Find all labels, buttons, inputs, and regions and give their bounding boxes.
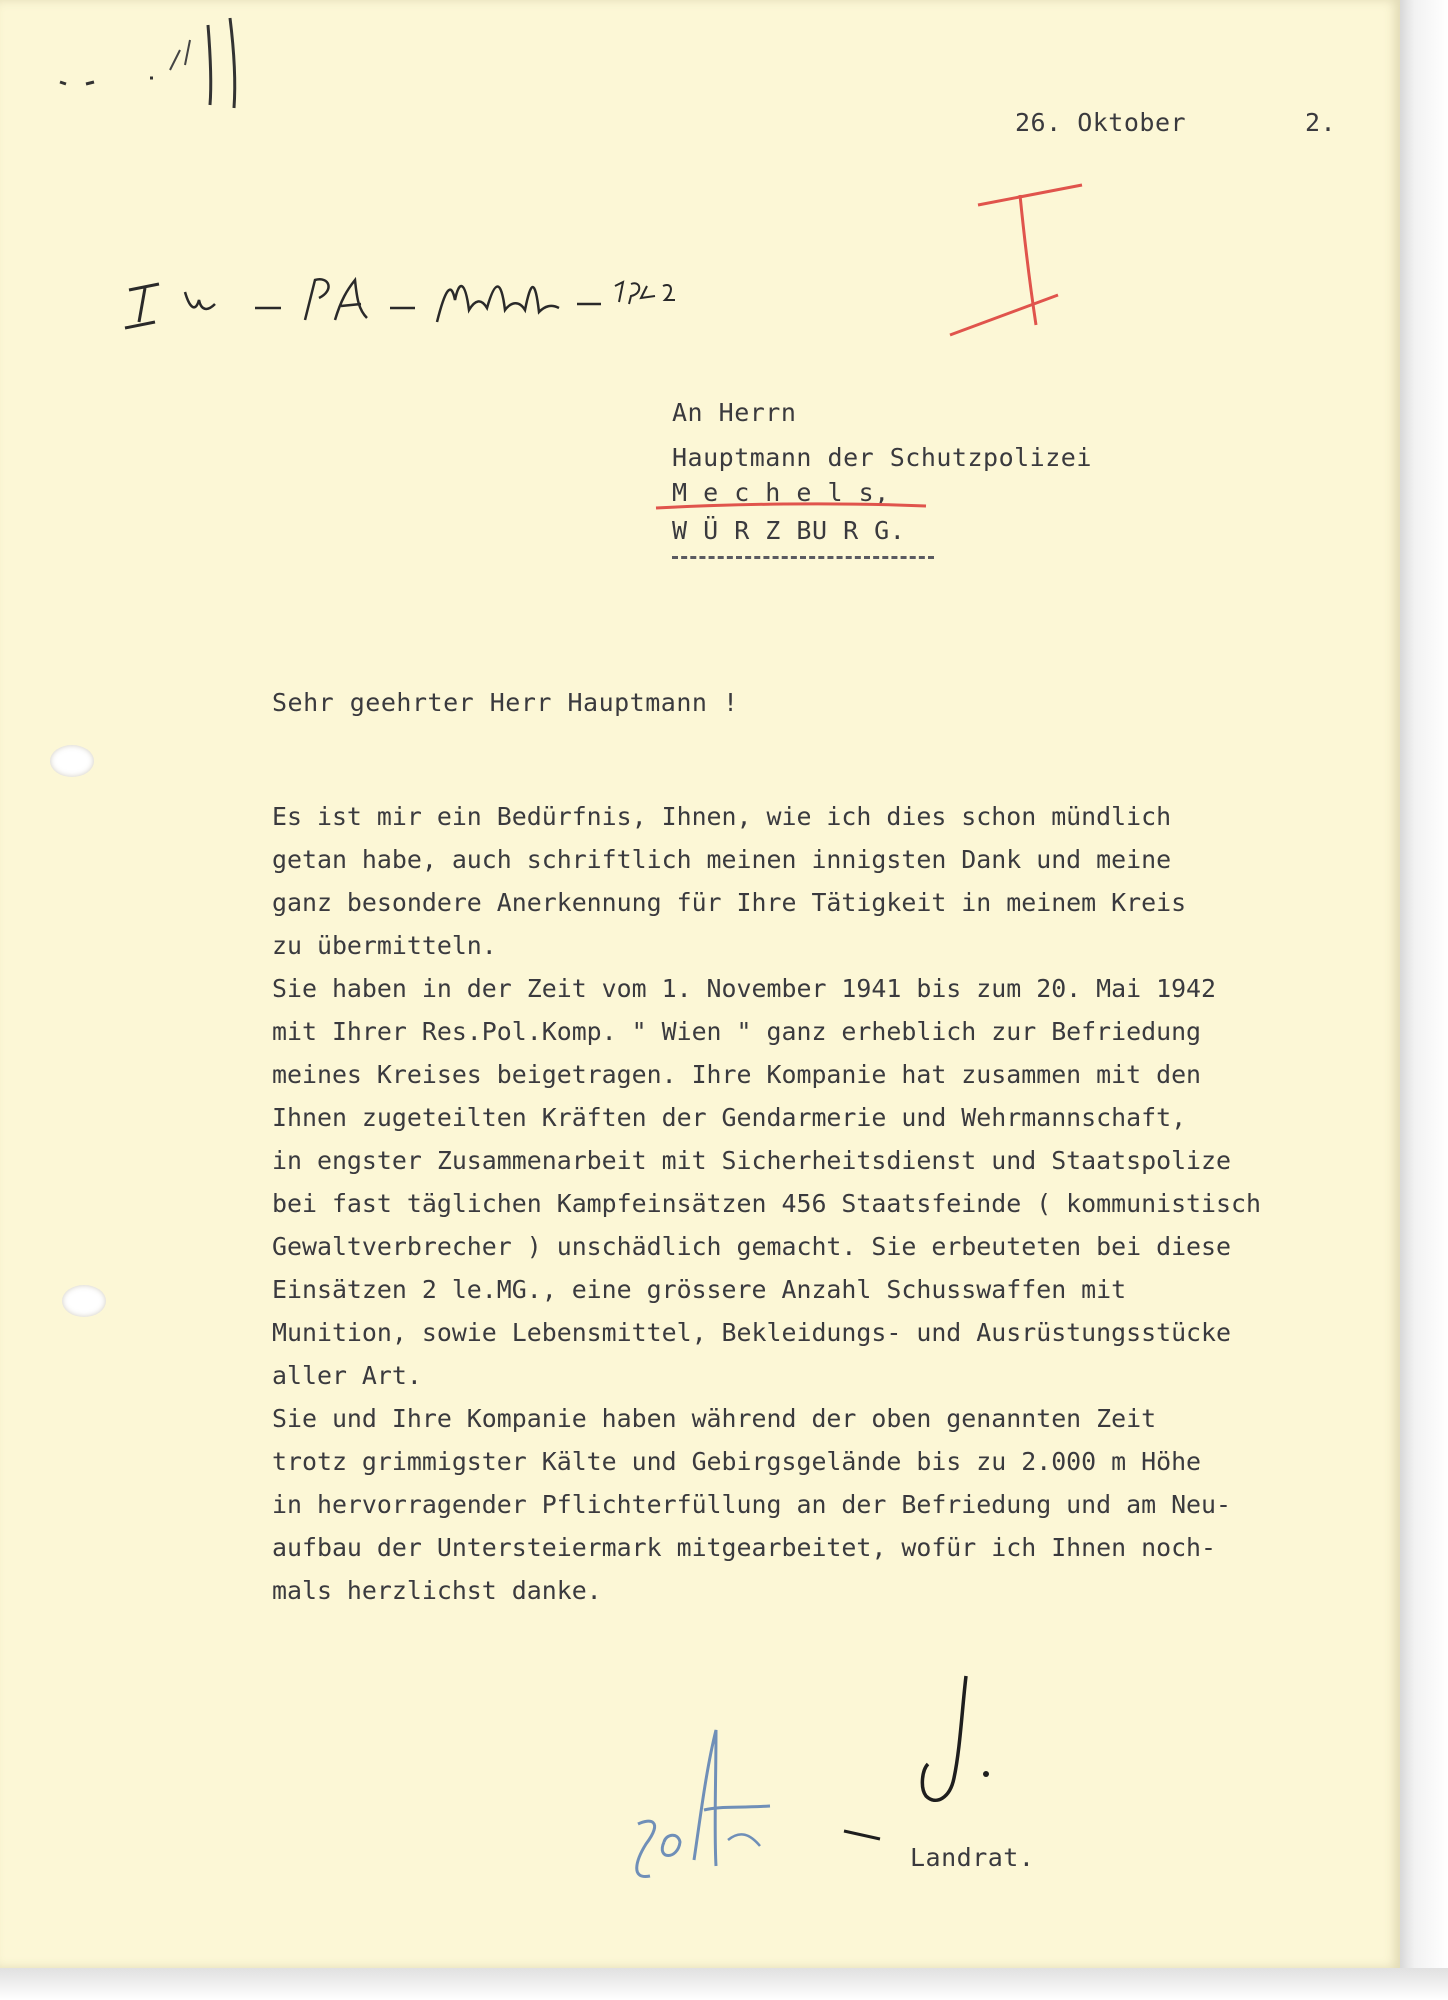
body-line: trotz grimmigster Kälte und Gebirgsgelände bis zu 2.000 m Höhe [272,1447,1202,1476]
body-line: in hervorragender Pflichterfüllung an der Befriedung und am Neu- [272,1490,1231,1519]
address-line-2: Hauptmann der Schutzpolizei [672,443,1092,472]
body-line: aller Art. [272,1361,422,1390]
address-city: W Ü R Z BU R G. [672,516,906,545]
letter-body [272,795,1397,1612]
body-line: meines Kreises beigetragen. Ihre Kompanie hat zusammen mit den [272,1060,1202,1089]
page-number: 2. [1305,108,1337,137]
punch-hole [50,745,94,777]
salutation: Sehr geehrter Herr Hauptmann ! [272,688,739,717]
body-line: in engster Zusammenarbeit mit Sicherheitsdienst und Staatspolize [272,1146,1231,1175]
body-line: Ihnen zugeteilten Kräften der Gendarmerie und Wehrmannschaft, [272,1103,1187,1132]
body-line: zu übermitteln. [272,931,497,960]
handwritten-file-reference [115,250,675,350]
scan-edge-bottom [0,1968,1448,2000]
body-line: aufbau der Untersteiermark mitgearbeitet, wofür ich Ihnen noch- [272,1533,1217,1562]
blue-pencil-note [620,1710,800,1910]
body-line: bei fast täglichen Kampfeinsätzen 456 Staatsfeinde ( kommunistisch [272,1189,1261,1218]
scan-edge [1400,0,1448,2000]
address-underline [672,556,934,559]
pencil-marks-icon [20,10,260,120]
body-line: ganz besondere Anerkennung für Ihre Tätigkeit in meinem Kreis [272,888,1187,917]
body-line: Sie und Ihre Kompanie haben während der oben genannten Zeit [272,1404,1157,1433]
red-underline [652,498,932,518]
address-line-1: An Herrn [672,398,797,427]
handwritten-signature [900,1670,1020,1820]
body-line: getan habe, auch schriftlich meinen innigsten Dank und meine [272,845,1172,874]
body-line: Sie haben in der Zeit vom 1. November 1941 bis zum 20. Mai 1942 [272,974,1217,1003]
pencil-dash [840,1825,890,1845]
body-line: mit Ihrer Res.Pol.Komp. " Wien " ganz erheblich zur Befriedung [272,1017,1202,1046]
body-line: Einsätzen 2 le.MG., eine grössere Anzahl Schusswaffen mit [272,1275,1127,1304]
letter-date: 26. Oktober [1015,108,1187,137]
body-line: Gewaltverbrecher ) unschädlich gemacht. Sie erbeuteten bei diese [272,1232,1231,1261]
body-line: Es ist mir ein Bedürfnis, Ihnen, wie ich dies schon mündlich [272,802,1172,831]
punch-hole [62,1285,106,1317]
body-line: mals herzlichst danke. [272,1576,602,1605]
body-line: Munition, sowie Lebensmittel, Bekleidungs- und Ausrüstungsstücke [272,1318,1231,1347]
signature-title: Landrat. [910,1843,1035,1872]
red-pencil-mark [940,175,1100,350]
address-name: M e c h e l s, [672,478,890,507]
